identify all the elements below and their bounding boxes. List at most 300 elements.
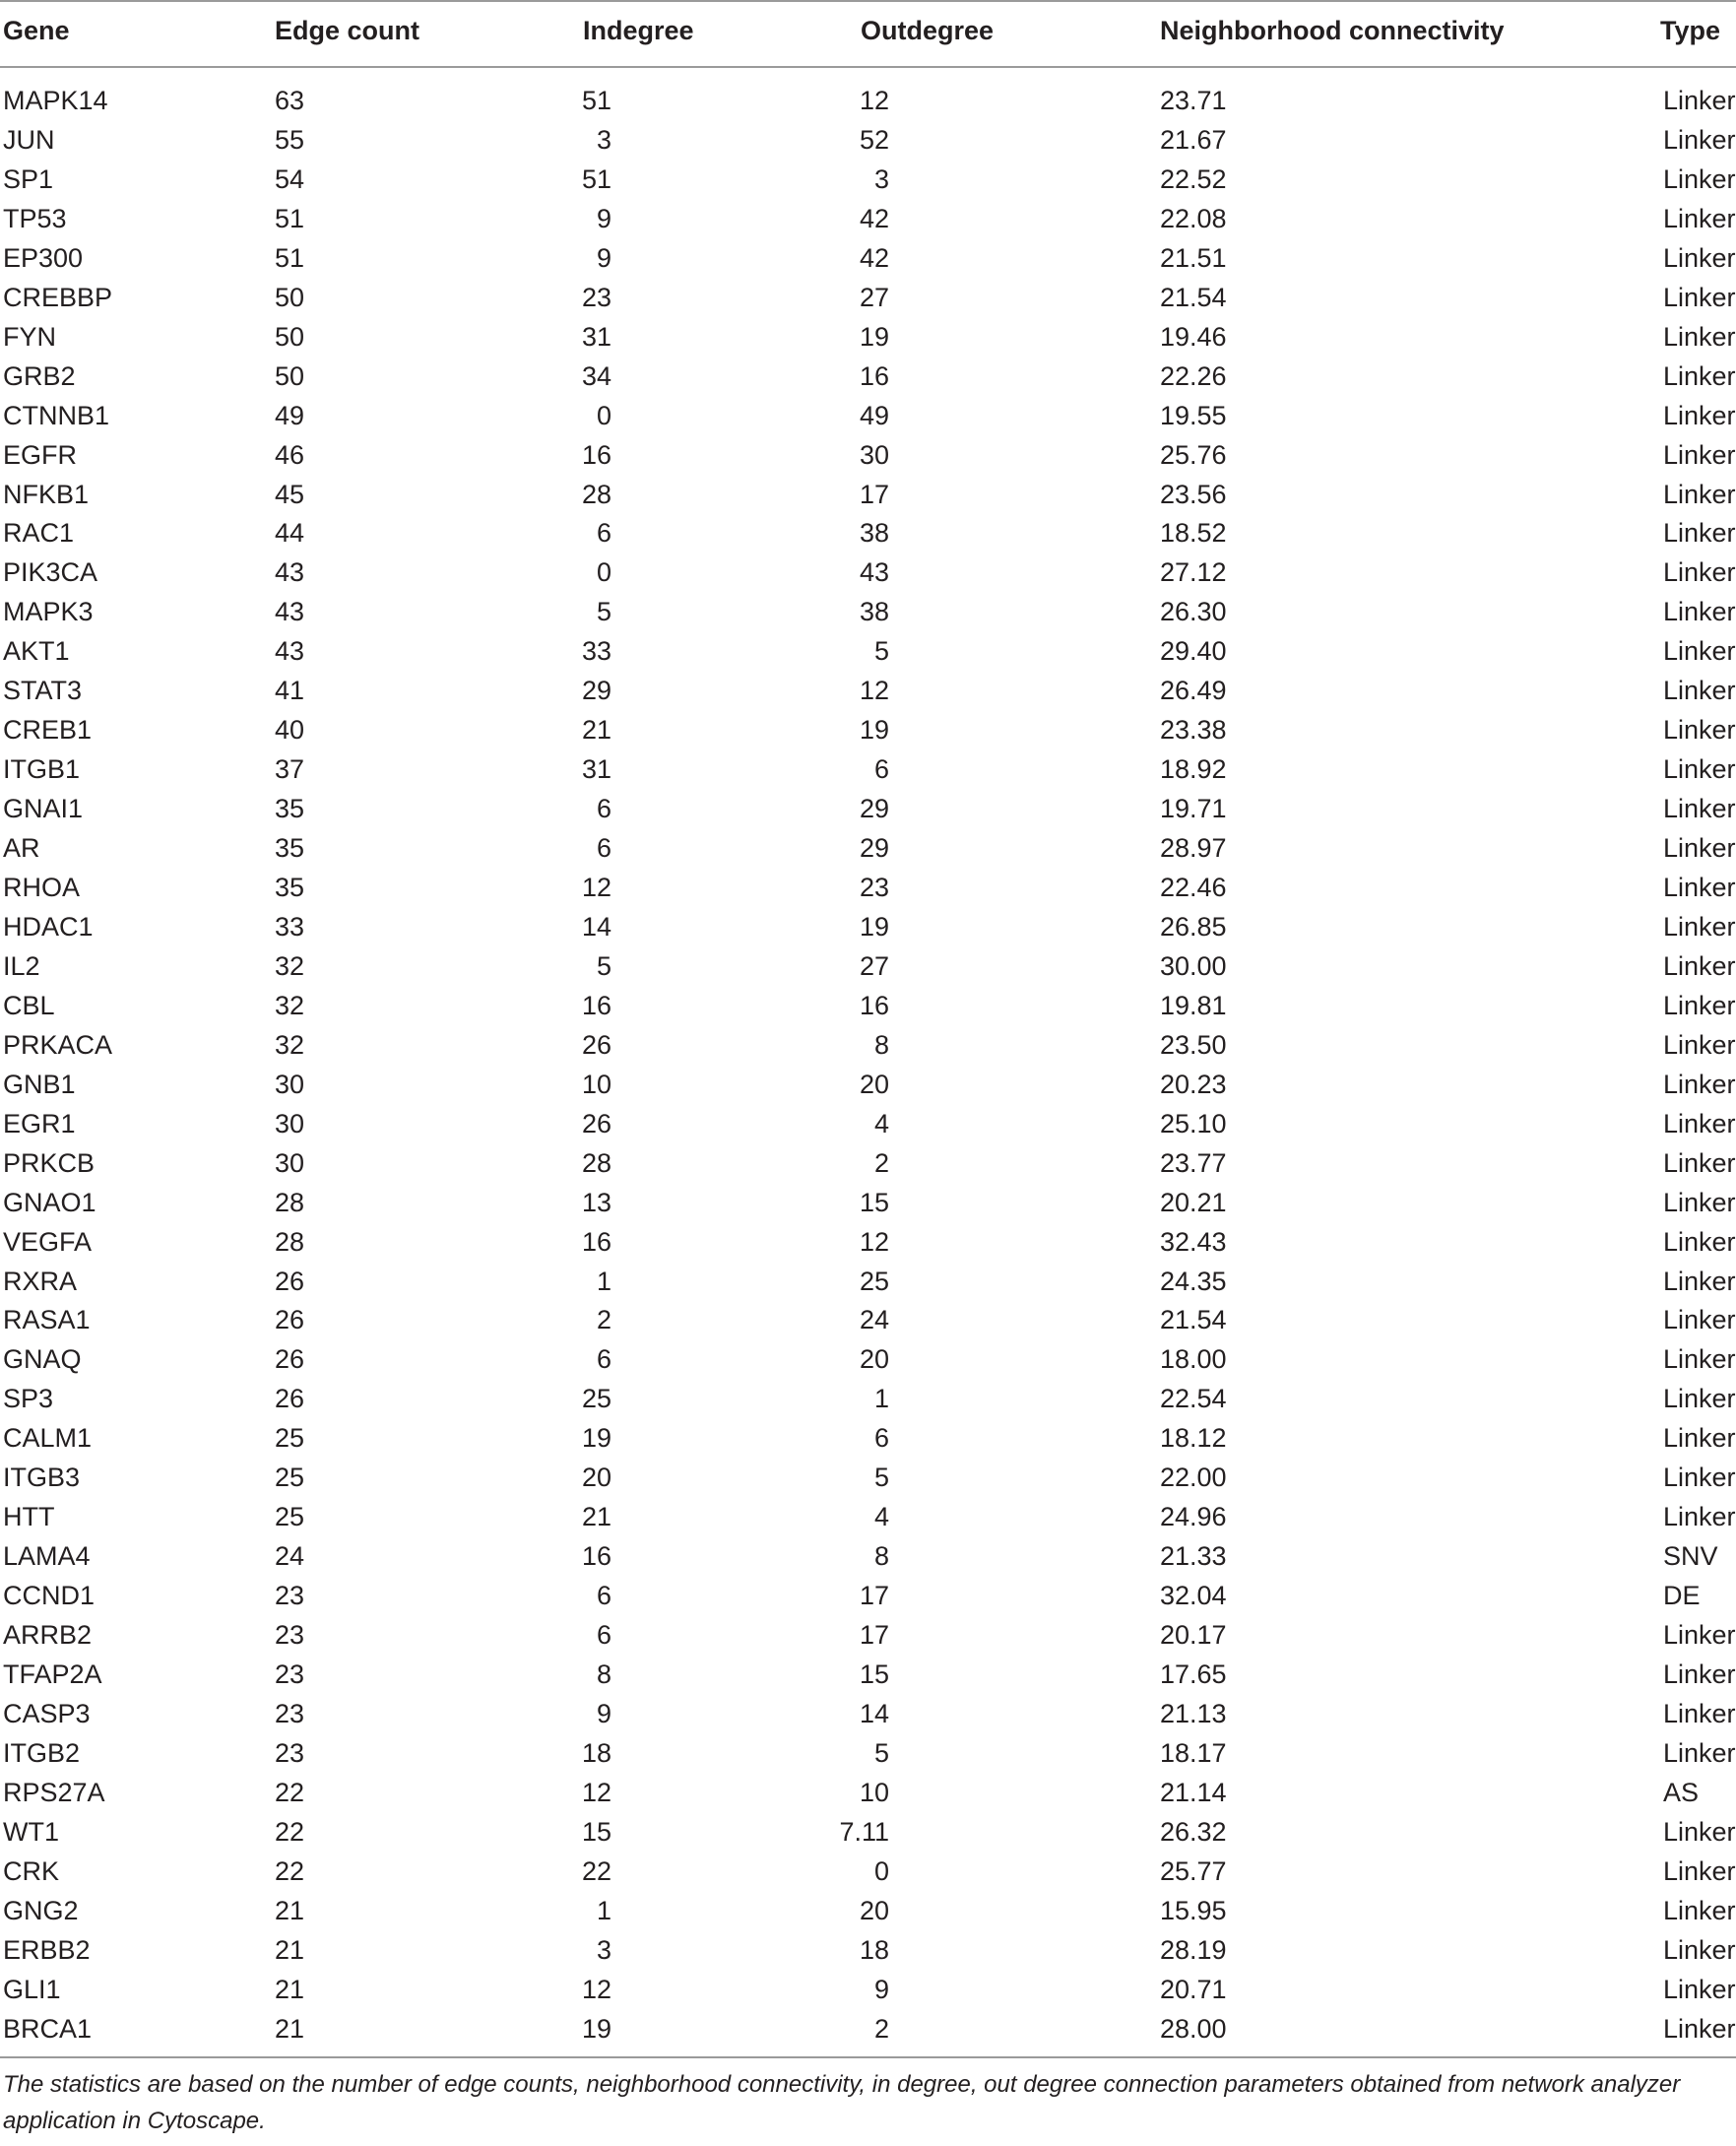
table-row bbox=[0, 673, 1736, 708]
cell-edge-count: 35 bbox=[275, 833, 305, 864]
cell-gene: EP300 bbox=[3, 242, 84, 273]
cell-gene: FYN bbox=[3, 321, 56, 352]
table-row bbox=[0, 319, 1736, 355]
cell-indegree: 9 bbox=[596, 242, 611, 273]
table-row bbox=[0, 594, 1736, 629]
cell-indegree: 23 bbox=[581, 282, 611, 312]
cell-neighborhood-connectivity: 22.08 bbox=[1160, 203, 1227, 233]
cell-type: Linker bbox=[1663, 1934, 1736, 1965]
cell-neighborhood-connectivity: 26.32 bbox=[1160, 1816, 1227, 1847]
cell-outdegree: 27 bbox=[859, 282, 889, 312]
cell-outdegree: 8 bbox=[873, 1029, 889, 1060]
cell-type: Linker bbox=[1663, 1855, 1736, 1886]
cell-gene: SP3 bbox=[3, 1384, 54, 1414]
cell-edge-count: 25 bbox=[275, 1502, 305, 1532]
cell-type: Linker bbox=[1663, 715, 1736, 746]
cell-outdegree: 16 bbox=[859, 990, 889, 1020]
cell-gene: VEGFA bbox=[3, 1226, 93, 1257]
cell-indegree: 28 bbox=[581, 479, 611, 509]
cell-gene: RASA1 bbox=[3, 1305, 91, 1335]
cell-type: Linker bbox=[1663, 1226, 1736, 1257]
cell-gene: HDAC1 bbox=[3, 911, 94, 942]
cell-edge-count: 45 bbox=[275, 479, 305, 509]
cell-edge-count: 23 bbox=[275, 1698, 305, 1728]
cell-gene: CREBBP bbox=[3, 282, 113, 312]
cell-type: Linker bbox=[1663, 439, 1736, 470]
cell-gene: SP1 bbox=[3, 163, 54, 194]
cell-type: Linker bbox=[1663, 990, 1736, 1020]
table-row bbox=[0, 1302, 1736, 1337]
cell-neighborhood-connectivity: 25.77 bbox=[1160, 1855, 1227, 1886]
cell-outdegree: 5 bbox=[873, 636, 889, 667]
cell-edge-count: 35 bbox=[275, 794, 305, 824]
cell-neighborhood-connectivity: 19.81 bbox=[1160, 990, 1227, 1020]
cell-gene: GLI1 bbox=[3, 1974, 61, 2004]
cell-edge-count: 35 bbox=[275, 873, 305, 902]
cell-outdegree: 10 bbox=[859, 1777, 889, 1807]
cell-edge-count: 28 bbox=[275, 1187, 305, 1217]
cell-outdegree: 2 bbox=[873, 1147, 889, 1178]
cell-outdegree: 49 bbox=[859, 400, 889, 430]
table-row bbox=[0, 1932, 1736, 1968]
cell-edge-count: 30 bbox=[275, 1108, 305, 1138]
cell-indegree: 28 bbox=[581, 1147, 611, 1178]
cell-type: Linker bbox=[1663, 873, 1736, 902]
cell-gene: GRB2 bbox=[3, 360, 76, 391]
cell-indegree: 6 bbox=[596, 833, 611, 864]
cell-outdegree: 4 bbox=[873, 1502, 889, 1532]
cell-indegree: 25 bbox=[581, 1384, 611, 1414]
cell-outdegree: 42 bbox=[859, 203, 889, 233]
cell-outdegree: 18 bbox=[859, 1934, 889, 1965]
cell-indegree: 13 bbox=[581, 1187, 611, 1217]
table-row bbox=[0, 280, 1736, 315]
cell-gene: NFKB1 bbox=[3, 479, 90, 509]
cell-type: Linker bbox=[1663, 794, 1736, 824]
table-row bbox=[0, 1460, 1736, 1495]
cell-indegree: 16 bbox=[581, 990, 611, 1020]
header-type: Type bbox=[1660, 16, 1721, 45]
cell-indegree: 12 bbox=[581, 1777, 611, 1807]
cell-indegree: 16 bbox=[581, 439, 611, 470]
cell-edge-count: 28 bbox=[275, 1226, 305, 1257]
table-row bbox=[0, 1657, 1736, 1692]
cell-type: Linker bbox=[1663, 754, 1736, 785]
cell-edge-count: 63 bbox=[275, 86, 305, 115]
header-outdegree: Outdegree bbox=[861, 16, 995, 45]
cell-neighborhood-connectivity: 21.13 bbox=[1160, 1698, 1227, 1728]
table-row bbox=[0, 1067, 1736, 1102]
cell-neighborhood-connectivity: 20.23 bbox=[1160, 1069, 1227, 1099]
table-row bbox=[0, 712, 1736, 748]
cell-neighborhood-connectivity: 24.35 bbox=[1160, 1266, 1227, 1296]
cell-indegree: 31 bbox=[581, 321, 611, 352]
cell-type: Linker bbox=[1663, 1659, 1736, 1689]
cell-outdegree: 15 bbox=[859, 1659, 889, 1689]
table-row bbox=[0, 1027, 1736, 1063]
cell-type: Linker bbox=[1663, 1187, 1736, 1217]
cell-neighborhood-connectivity: 23.77 bbox=[1160, 1147, 1227, 1178]
cell-outdegree: 4 bbox=[873, 1108, 889, 1138]
table-row bbox=[0, 830, 1736, 866]
cell-neighborhood-connectivity: 18.92 bbox=[1160, 754, 1227, 785]
cell-type: AS bbox=[1663, 1777, 1700, 1807]
header-row bbox=[0, 0, 1736, 66]
table-row bbox=[0, 1735, 1736, 1771]
cell-edge-count: 21 bbox=[275, 2013, 305, 2044]
table-row bbox=[0, 1341, 1736, 1377]
table-row bbox=[0, 2011, 1736, 2047]
cell-outdegree: 8 bbox=[873, 1541, 889, 1572]
cell-edge-count: 23 bbox=[275, 1620, 305, 1651]
cell-gene: GNAO1 bbox=[3, 1187, 96, 1217]
cell-indegree: 6 bbox=[596, 1581, 611, 1611]
cell-edge-count: 25 bbox=[275, 1463, 305, 1493]
cell-indegree: 18 bbox=[581, 1737, 611, 1768]
cell-outdegree: 52 bbox=[859, 124, 889, 155]
cell-type: Linker bbox=[1663, 1463, 1736, 1493]
cell-neighborhood-connectivity: 24.96 bbox=[1160, 1502, 1227, 1532]
cell-edge-count: 33 bbox=[275, 911, 305, 942]
cell-gene: ITGB2 bbox=[3, 1737, 81, 1768]
cell-neighborhood-connectivity: 21.51 bbox=[1160, 242, 1227, 273]
cell-neighborhood-connectivity: 32.43 bbox=[1160, 1226, 1227, 1257]
cell-type: Linker bbox=[1663, 321, 1736, 352]
table-row bbox=[0, 1853, 1736, 1889]
cell-edge-count: 50 bbox=[275, 282, 305, 312]
cell-indegree: 26 bbox=[581, 1029, 611, 1060]
cell-edge-count: 22 bbox=[275, 1816, 305, 1847]
table-row bbox=[0, 870, 1736, 905]
cell-type: Linker bbox=[1663, 1974, 1736, 2004]
cell-neighborhood-connectivity: 22.00 bbox=[1160, 1463, 1227, 1493]
cell-indegree: 51 bbox=[581, 163, 611, 194]
cell-neighborhood-connectivity: 26.85 bbox=[1160, 911, 1227, 942]
cell-neighborhood-connectivity: 15.95 bbox=[1160, 1895, 1227, 1925]
cell-neighborhood-connectivity: 23.71 bbox=[1160, 86, 1227, 115]
cell-gene: EGFR bbox=[3, 439, 78, 470]
cell-edge-count: 49 bbox=[275, 400, 305, 430]
table-footnote: The statistics are based on the number of edge counts, neighborhood connectivity, in degree, out degree connection parameters obtained from network analyzer application in Cytoscape. bbox=[3, 2071, 1681, 2134]
cell-gene: CRK bbox=[3, 1855, 60, 1886]
cell-outdegree: 1 bbox=[873, 1384, 889, 1414]
cell-indegree: 9 bbox=[596, 203, 611, 233]
cell-outdegree: 17 bbox=[859, 1581, 889, 1611]
table-row bbox=[0, 751, 1736, 787]
cell-type: Linker bbox=[1663, 911, 1736, 942]
table-row bbox=[0, 240, 1736, 276]
cell-outdegree: 19 bbox=[859, 715, 889, 746]
cell-type: Linker bbox=[1663, 557, 1736, 588]
cell-edge-count: 51 bbox=[275, 203, 305, 233]
cell-gene: LAMA4 bbox=[3, 1541, 91, 1572]
cell-type: Linker bbox=[1663, 518, 1736, 549]
cell-edge-count: 22 bbox=[275, 1855, 305, 1886]
cell-neighborhood-connectivity: 29.40 bbox=[1160, 636, 1227, 667]
cell-outdegree: 17 bbox=[859, 479, 889, 509]
cell-neighborhood-connectivity: 19.46 bbox=[1160, 321, 1227, 352]
cell-indegree: 6 bbox=[596, 794, 611, 824]
cell-indegree: 5 bbox=[596, 597, 611, 627]
cell-neighborhood-connectivity: 18.12 bbox=[1160, 1423, 1227, 1454]
cell-neighborhood-connectivity: 19.71 bbox=[1160, 794, 1227, 824]
cell-neighborhood-connectivity: 22.46 bbox=[1160, 873, 1227, 902]
cell-gene: ITGB1 bbox=[3, 754, 81, 785]
cell-type: SNV bbox=[1663, 1541, 1718, 1572]
cell-type: Linker bbox=[1663, 1266, 1736, 1296]
cell-type: Linker bbox=[1663, 676, 1736, 706]
table-row bbox=[0, 1972, 1736, 2007]
cell-edge-count: 54 bbox=[275, 163, 305, 194]
cell-neighborhood-connectivity: 21.54 bbox=[1160, 282, 1227, 312]
cell-edge-count: 21 bbox=[275, 1934, 305, 1965]
table-row bbox=[0, 1224, 1736, 1260]
cell-indegree: 2 bbox=[596, 1305, 611, 1335]
table-row bbox=[0, 1696, 1736, 1731]
cell-neighborhood-connectivity: 20.17 bbox=[1160, 1620, 1227, 1651]
cell-outdegree: 38 bbox=[859, 597, 889, 627]
cell-type: Linker bbox=[1663, 282, 1736, 312]
cell-outdegree: 25 bbox=[859, 1266, 889, 1296]
cell-edge-count: 32 bbox=[275, 990, 305, 1020]
cell-outdegree: 5 bbox=[873, 1737, 889, 1768]
cell-gene: RXRA bbox=[3, 1266, 78, 1296]
cell-indegree: 6 bbox=[596, 518, 611, 549]
cell-outdegree: 20 bbox=[859, 1344, 889, 1375]
table-row bbox=[0, 1420, 1736, 1456]
cell-neighborhood-connectivity: 21.54 bbox=[1160, 1305, 1227, 1335]
cell-neighborhood-connectivity: 17.65 bbox=[1160, 1659, 1227, 1689]
cell-type: Linker bbox=[1663, 1305, 1736, 1335]
cell-gene: HTT bbox=[3, 1502, 55, 1532]
cell-outdegree: 12 bbox=[859, 86, 889, 115]
cell-indegree: 5 bbox=[596, 950, 611, 981]
table-row bbox=[0, 358, 1736, 394]
cell-edge-count: 44 bbox=[275, 518, 305, 549]
cell-edge-count: 43 bbox=[275, 636, 305, 667]
cell-gene: STAT3 bbox=[3, 676, 83, 706]
cell-indegree: 1 bbox=[596, 1895, 611, 1925]
cell-neighborhood-connectivity: 19.55 bbox=[1160, 400, 1227, 430]
cell-outdegree: 17 bbox=[859, 1620, 889, 1651]
cell-edge-count: 24 bbox=[275, 1541, 305, 1572]
cell-neighborhood-connectivity: 25.76 bbox=[1160, 439, 1227, 470]
cell-neighborhood-connectivity: 20.21 bbox=[1160, 1187, 1227, 1217]
cell-indegree: 8 bbox=[596, 1659, 611, 1689]
cell-neighborhood-connectivity: 27.12 bbox=[1160, 557, 1227, 588]
cell-indegree: 16 bbox=[581, 1226, 611, 1257]
cell-outdegree: 6 bbox=[873, 754, 889, 785]
cell-neighborhood-connectivity: 21.14 bbox=[1160, 1777, 1227, 1807]
table-row bbox=[0, 515, 1736, 551]
cell-edge-count: 32 bbox=[275, 1029, 305, 1060]
cell-type: DE bbox=[1663, 1581, 1701, 1611]
cell-indegree: 21 bbox=[581, 1502, 611, 1532]
cell-indegree: 51 bbox=[581, 86, 611, 115]
cell-indegree: 0 bbox=[596, 557, 611, 588]
cell-gene: TFAP2A bbox=[3, 1659, 102, 1689]
table-row bbox=[0, 633, 1736, 669]
cell-outdegree: 29 bbox=[859, 833, 889, 864]
cell-indegree: 3 bbox=[596, 1934, 611, 1965]
cell-type: Linker bbox=[1663, 1069, 1736, 1099]
cell-type: Linker bbox=[1663, 1502, 1736, 1532]
cell-neighborhood-connectivity: 26.49 bbox=[1160, 676, 1227, 706]
cell-edge-count: 26 bbox=[275, 1344, 305, 1375]
cell-indegree: 22 bbox=[581, 1855, 611, 1886]
cell-outdegree: 2 bbox=[873, 2013, 889, 2044]
cell-neighborhood-connectivity: 18.17 bbox=[1160, 1737, 1227, 1768]
table-row bbox=[0, 477, 1736, 512]
cell-gene: PIK3CA bbox=[3, 557, 98, 588]
cell-indegree: 0 bbox=[596, 400, 611, 430]
cell-type: Linker bbox=[1663, 1108, 1736, 1138]
cell-neighborhood-connectivity: 22.26 bbox=[1160, 360, 1227, 391]
cell-edge-count: 43 bbox=[275, 557, 305, 588]
table-row bbox=[0, 1185, 1736, 1220]
cell-outdegree: 7.11 bbox=[839, 1816, 889, 1847]
table-row bbox=[0, 1381, 1736, 1416]
cell-neighborhood-connectivity: 20.71 bbox=[1160, 1974, 1227, 2004]
cell-type: Linker bbox=[1663, 597, 1736, 627]
cell-gene: AR bbox=[3, 833, 40, 864]
cell-outdegree: 20 bbox=[859, 1069, 889, 1099]
cell-indegree: 15 bbox=[581, 1816, 611, 1847]
cell-gene: RHOA bbox=[3, 873, 81, 902]
cell-neighborhood-connectivity: 21.33 bbox=[1160, 1541, 1227, 1572]
cell-gene: CREB1 bbox=[3, 715, 93, 746]
cell-gene: WT1 bbox=[3, 1816, 59, 1847]
cell-indegree: 33 bbox=[581, 636, 611, 667]
cell-neighborhood-connectivity: 28.00 bbox=[1160, 2013, 1227, 2044]
cell-edge-count: 22 bbox=[275, 1777, 305, 1807]
cell-gene: RPS27A bbox=[3, 1777, 105, 1807]
cell-indegree: 29 bbox=[581, 676, 611, 706]
table-row bbox=[0, 1106, 1736, 1141]
cell-type: Linker bbox=[1663, 163, 1736, 194]
cell-edge-count: 40 bbox=[275, 715, 305, 746]
cell-neighborhood-connectivity: 23.50 bbox=[1160, 1029, 1227, 1060]
cell-outdegree: 38 bbox=[859, 518, 889, 549]
header-indegree: Indegree bbox=[583, 16, 694, 45]
cell-gene: CTNNB1 bbox=[3, 400, 110, 430]
cell-edge-count: 41 bbox=[275, 676, 305, 706]
cell-edge-count: 21 bbox=[275, 1974, 305, 2004]
header-gene: Gene bbox=[3, 16, 70, 45]
cell-outdegree: 9 bbox=[873, 1974, 889, 2004]
cell-edge-count: 37 bbox=[275, 754, 305, 785]
cell-indegree: 14 bbox=[581, 911, 611, 942]
cell-gene: JUN bbox=[3, 124, 55, 155]
cell-outdegree: 30 bbox=[859, 439, 889, 470]
cell-type: Linker bbox=[1663, 1816, 1736, 1847]
cell-type: Linker bbox=[1663, 1384, 1736, 1414]
cell-type: Linker bbox=[1663, 203, 1736, 233]
table-row bbox=[0, 948, 1736, 984]
table-bottom-rule bbox=[0, 2056, 1736, 2058]
cell-type: Linker bbox=[1663, 1620, 1736, 1651]
cell-gene: GNAQ bbox=[3, 1344, 82, 1375]
cell-outdegree: 12 bbox=[859, 1226, 889, 1257]
cell-outdegree: 27 bbox=[859, 950, 889, 981]
cell-edge-count: 46 bbox=[275, 439, 305, 470]
cell-type: Linker bbox=[1663, 1344, 1736, 1375]
cell-indegree: 21 bbox=[581, 715, 611, 746]
cell-type: Linker bbox=[1663, 1147, 1736, 1178]
cell-indegree: 16 bbox=[581, 1541, 611, 1572]
cell-indegree: 1 bbox=[596, 1266, 611, 1296]
cell-neighborhood-connectivity: 30.00 bbox=[1160, 950, 1227, 981]
table-row bbox=[0, 201, 1736, 236]
header-neighborhood-connectivity: Neighborhood connectivity bbox=[1160, 16, 1505, 45]
cell-type: Linker bbox=[1663, 1423, 1736, 1454]
cell-indegree: 12 bbox=[581, 873, 611, 902]
cell-indegree: 31 bbox=[581, 754, 611, 785]
cell-type: Linker bbox=[1663, 2013, 1736, 2044]
cell-edge-count: 50 bbox=[275, 321, 305, 352]
cell-outdegree: 24 bbox=[859, 1305, 889, 1335]
cell-outdegree: 12 bbox=[859, 676, 889, 706]
table-row bbox=[0, 1578, 1736, 1613]
cell-neighborhood-connectivity: 22.54 bbox=[1160, 1384, 1227, 1414]
cell-type: Linker bbox=[1663, 1029, 1736, 1060]
cell-gene: MAPK14 bbox=[3, 86, 108, 115]
cell-type: Linker bbox=[1663, 242, 1736, 273]
cell-edge-count: 26 bbox=[275, 1384, 305, 1414]
cell-neighborhood-connectivity: 23.56 bbox=[1160, 479, 1227, 509]
table-row bbox=[0, 162, 1736, 197]
cell-edge-count: 55 bbox=[275, 124, 305, 155]
cell-indegree: 34 bbox=[581, 360, 611, 391]
cell-neighborhood-connectivity: 28.19 bbox=[1160, 1934, 1227, 1965]
cell-edge-count: 23 bbox=[275, 1737, 305, 1768]
cell-neighborhood-connectivity: 21.67 bbox=[1160, 124, 1227, 155]
cell-indegree: 3 bbox=[596, 124, 611, 155]
cell-gene: MAPK3 bbox=[3, 597, 94, 627]
cell-outdegree: 16 bbox=[859, 360, 889, 391]
cell-edge-count: 50 bbox=[275, 360, 305, 391]
table-row bbox=[0, 1814, 1736, 1850]
cell-outdegree: 3 bbox=[873, 163, 889, 194]
table-row bbox=[0, 83, 1736, 118]
cell-outdegree: 0 bbox=[873, 1855, 889, 1886]
table-row bbox=[0, 791, 1736, 826]
cell-gene: IL2 bbox=[3, 950, 40, 981]
cell-gene: ERBB2 bbox=[3, 1934, 91, 1965]
cell-neighborhood-connectivity: 25.10 bbox=[1160, 1108, 1227, 1138]
cell-edge-count: 21 bbox=[275, 1895, 305, 1925]
cell-indegree: 26 bbox=[581, 1108, 611, 1138]
table-row bbox=[0, 1145, 1736, 1181]
cell-edge-count: 30 bbox=[275, 1069, 305, 1099]
cell-gene: CALM1 bbox=[3, 1423, 93, 1454]
table-row bbox=[0, 554, 1736, 590]
cell-outdegree: 15 bbox=[859, 1187, 889, 1217]
cell-edge-count: 32 bbox=[275, 950, 305, 981]
table-row bbox=[0, 122, 1736, 158]
cell-edge-count: 26 bbox=[275, 1305, 305, 1335]
cell-gene: CBL bbox=[3, 990, 55, 1020]
cell-neighborhood-connectivity: 23.38 bbox=[1160, 715, 1227, 746]
cell-neighborhood-connectivity: 26.30 bbox=[1160, 597, 1227, 627]
cell-gene: AKT1 bbox=[3, 636, 70, 667]
cell-indegree: 6 bbox=[596, 1620, 611, 1651]
cell-gene: ITGB3 bbox=[3, 1463, 81, 1493]
cell-type: Linker bbox=[1663, 950, 1736, 981]
cell-indegree: 20 bbox=[581, 1463, 611, 1493]
cell-indegree: 19 bbox=[581, 1423, 611, 1454]
table-row bbox=[0, 1538, 1736, 1574]
